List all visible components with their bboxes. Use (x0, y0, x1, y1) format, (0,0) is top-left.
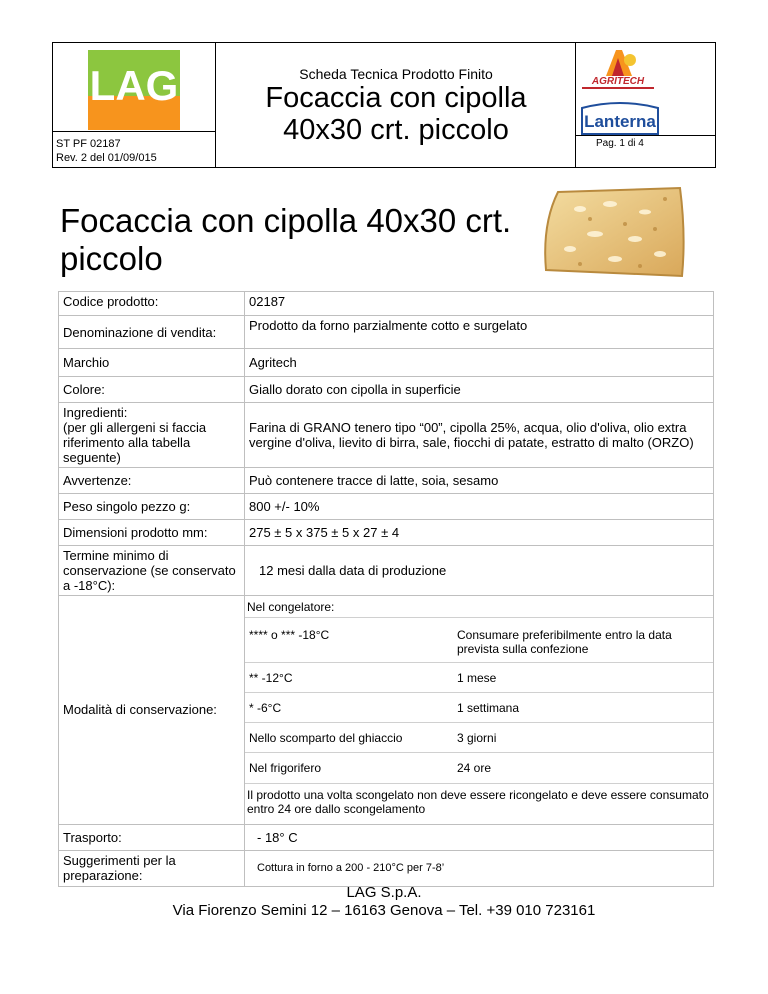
lanterna-logo (580, 100, 660, 136)
row-label: Ingredienti: (per gli allergeni si faccia riferimento alla tabella seguente) (59, 403, 245, 468)
row-value: - 18° C (245, 824, 714, 850)
conservation-table (245, 617, 713, 783)
table-row (245, 663, 713, 693)
conservation-temp: * -6°C (245, 693, 453, 723)
table-row (59, 377, 714, 403)
conservation-temp: ** -12°C (245, 663, 453, 693)
row-value: Farina di GRANO tenero tipo “00”, cipolla 25%, acqua, olio d'oliva, olio extra vergine d'oliva, lievito di birra, sale, fiocchi di patate, estratto di malto (ORZO) (245, 403, 714, 468)
header-title: Focaccia con cipolla 40x30 crt. piccolo (265, 82, 527, 146)
row-label: Denominazione di vendita: (59, 316, 245, 349)
agritech-logo (578, 46, 658, 92)
table-row (59, 316, 714, 349)
table-row (59, 824, 714, 850)
page-number: Pag. 1 di 4 (596, 138, 644, 149)
conservation-temp: **** o *** -18°C (245, 618, 453, 663)
conservation-time: 24 ore (453, 753, 713, 783)
row-label: Peso singolo pezzo g: (59, 494, 245, 520)
lag-logo (88, 50, 180, 130)
footer-company: LAG S.p.A. (346, 884, 422, 901)
svg-text:AGRITECH: AGRITECH (591, 76, 645, 87)
row-value: 275 ± 5 x 375 ± 5 x 27 ± 4 (245, 520, 714, 546)
row-label: Dimensioni prodotto mm: (59, 520, 245, 546)
row-value: 12 mesi dalla data di produzione (245, 546, 714, 596)
table-row (59, 850, 714, 886)
table-row (245, 618, 713, 663)
table-row (59, 292, 714, 316)
conservation-time: Consumare preferibilmente entro la data prevista sulla confezione (453, 618, 713, 663)
row-label: Colore: (59, 377, 245, 403)
row-value: Agritech (245, 349, 714, 377)
table-row (59, 468, 714, 494)
footer-address: Via Fiorenzo Semini 12 – 16163 Genova – Tel. +39 010 723161 (172, 902, 596, 919)
spec-table (58, 291, 714, 887)
table-row (59, 403, 714, 468)
focaccia-image (540, 184, 690, 284)
row-label: Termine minimo di conservazione (se conservato a -18°C): (59, 546, 245, 596)
row-value: 800 +/- 10% (245, 494, 714, 520)
table-row (59, 546, 714, 596)
row-value: Giallo dorato con cipolla in superficie (245, 377, 714, 403)
conservation-time: 1 mese (453, 663, 713, 693)
table-row (245, 723, 713, 753)
row-label: Trasporto: (59, 824, 245, 850)
row-value: Può contenere tracce di latte, soia, sesamo (245, 468, 714, 494)
conservation-intro: Nel congelatore: (247, 600, 335, 614)
row-label: Avvertenze: (59, 468, 245, 494)
row-value: Prodotto da forno parzialmente cotto e surgelato (245, 316, 714, 349)
row-value: 02187 (245, 292, 714, 316)
conservation-time: 1 settimana (453, 693, 713, 723)
conservation-time: 3 giorni (453, 723, 713, 753)
table-row (59, 494, 714, 520)
row-value: Cottura in forno a 200 - 210°C per 7-8’ (245, 850, 714, 886)
svg-text:LAG: LAG (89, 62, 179, 109)
conservation-temp: Nel frigorifero (245, 753, 453, 783)
product-title: Focaccia con cipolla 40x30 crt. piccolo (60, 202, 512, 277)
document-code: ST PF 02187 Rev. 2 del 01/09/015 (56, 138, 157, 164)
conservation-cell (245, 596, 714, 825)
conservation-note: Il prodotto una volta scongelato non deve essere ricongelato e deve essere consumato entro 24 ore dallo scongelamento (245, 783, 713, 824)
row-label: Suggerimenti per la preparazione: (59, 850, 245, 886)
table-row (59, 349, 714, 377)
table-row (59, 520, 714, 546)
table-row (245, 693, 713, 723)
row-label: Marchio (59, 349, 245, 377)
row-label: Codice prodotto: (59, 292, 245, 316)
conservation-temp: Nello scomparto del ghiaccio (245, 723, 453, 753)
document-subtitle: Scheda Tecnica Prodotto Finito (299, 66, 493, 82)
table-row (59, 596, 714, 825)
table-row (245, 753, 713, 783)
svg-text:Lanterna: Lanterna (584, 112, 656, 131)
row-label: Modalità di conservazione: (59, 596, 245, 825)
